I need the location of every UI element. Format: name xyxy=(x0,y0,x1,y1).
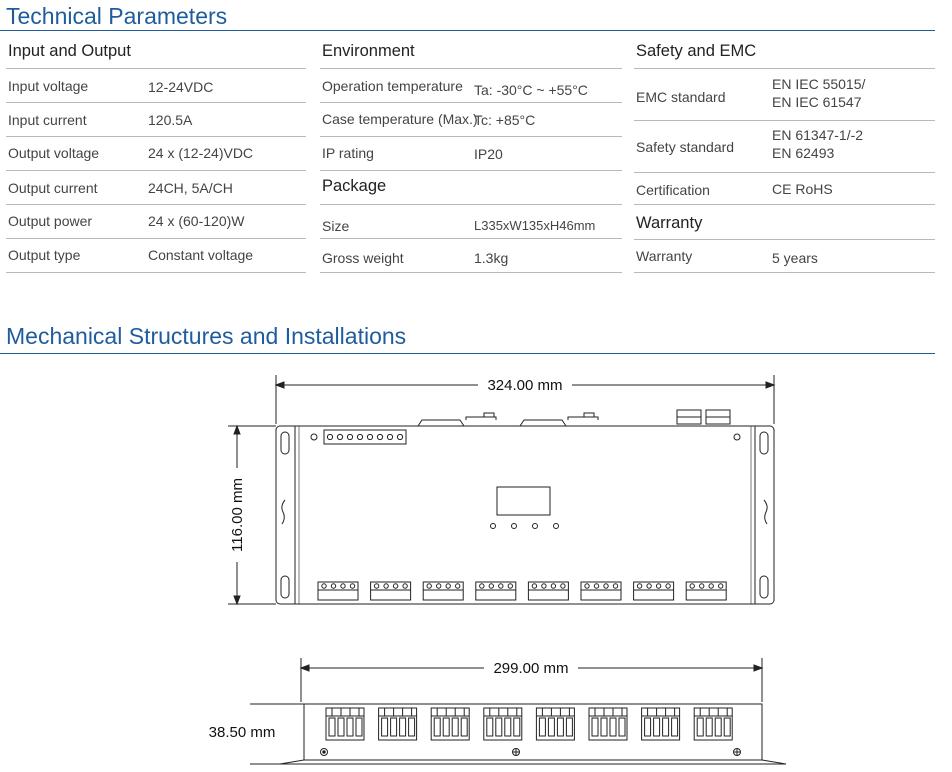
terminal-screw xyxy=(613,584,617,588)
safety-standard-value-line1: EN 61347-1/-2 xyxy=(772,127,864,143)
output-voltage-value: 24 x (12-24)VDC xyxy=(148,145,254,161)
output-terminals-top xyxy=(318,582,726,600)
terminal-slot xyxy=(672,718,678,736)
technical-parameters-title: Technical Parameters xyxy=(6,3,228,29)
input-voltage-label: Input voltage xyxy=(8,78,89,94)
output-terminal-block xyxy=(423,582,463,600)
output-terminals-front xyxy=(326,708,732,740)
terminal-screw xyxy=(719,584,723,588)
safety-emc-heading: Safety and EMC xyxy=(636,42,757,60)
terminal-screw xyxy=(508,584,512,588)
input-voltage-value: 12-24VDC xyxy=(148,79,214,95)
terminal-screw xyxy=(604,584,608,588)
safety-standard-label: Safety standard xyxy=(636,139,735,155)
certification-value: CE RoHS xyxy=(772,181,833,197)
output-power-value: 24 x (60-120)W xyxy=(148,213,245,229)
signal-terminal-pins xyxy=(327,434,402,439)
terminal-screw xyxy=(585,584,589,588)
terminal-slot xyxy=(400,718,406,736)
output-terminal-block xyxy=(528,582,568,600)
terminal-slot xyxy=(724,718,730,736)
size-value: L335xW135xH46mm xyxy=(474,218,596,233)
ip-rating-label: IP rating xyxy=(322,145,374,161)
terminal-slot xyxy=(566,718,572,736)
warranty-label: Warranty xyxy=(636,248,693,264)
warranty-heading: Warranty xyxy=(636,214,703,232)
front-width-label: 299.00 mm xyxy=(493,660,569,677)
terminal-screw xyxy=(480,584,484,588)
terminal-screw xyxy=(322,584,326,588)
input-current-value: 120.5A xyxy=(148,112,193,128)
output-type-value: Constant voltage xyxy=(148,247,254,263)
terminal-slot xyxy=(654,718,660,736)
ip-rating-value: IP20 xyxy=(474,146,503,162)
terminal-slot xyxy=(663,718,669,736)
safety-standard-value-line2: EN 62493 xyxy=(772,145,835,161)
top-width-label: 324.00 mm xyxy=(487,377,563,394)
terminal-slot xyxy=(610,718,616,736)
terminal-slot xyxy=(715,718,721,736)
gross-weight-value: 1.3kg xyxy=(474,250,509,266)
terminal-screw xyxy=(331,584,335,588)
operation-temperature-value: Ta: -30°C ~ +55°C xyxy=(474,82,588,98)
height-label: 116.00 mm xyxy=(229,478,246,552)
input-current-label: Input current xyxy=(8,112,87,128)
terminal-screw xyxy=(427,584,431,588)
terminal-slot xyxy=(505,718,511,736)
output-terminal-block xyxy=(476,582,516,600)
certification-label: Certification xyxy=(636,182,710,198)
emc-standard-value-line1: EN IEC 55015/ xyxy=(772,76,866,92)
terminal-pin xyxy=(367,434,372,439)
terminal-screw xyxy=(656,584,660,588)
terminal-screw xyxy=(709,584,713,588)
terminal-pin xyxy=(327,434,332,439)
terminal-screw xyxy=(437,584,441,588)
terminal-pin xyxy=(397,434,402,439)
emc-standard-value-line2: EN IEC 61547 xyxy=(772,94,862,110)
terminal-slot xyxy=(601,718,607,736)
case-temperature-value: Tc: +85°C xyxy=(474,112,536,128)
terminal-slot xyxy=(645,718,651,736)
output-terminal-block xyxy=(371,582,411,600)
warranty-value: 5 years xyxy=(772,250,818,266)
terminal-pin xyxy=(387,434,392,439)
terminal-screw xyxy=(532,584,536,588)
terminal-slot xyxy=(487,718,493,736)
terminal-screw xyxy=(489,584,493,588)
emc-standard-label: EMC standard xyxy=(636,89,726,105)
terminal-slot xyxy=(461,718,467,736)
environment-heading: Environment xyxy=(322,42,415,60)
output-current-label: Output current xyxy=(8,180,98,196)
terminal-screw xyxy=(341,584,345,588)
mechanical-title: Mechanical Structures and Installations xyxy=(6,323,407,349)
terminal-slot xyxy=(338,718,344,736)
output-terminal-block xyxy=(581,582,621,600)
case-temperature-label: Case temperature (Max.) xyxy=(322,111,478,127)
terminal-pin xyxy=(337,434,342,439)
terminal-slot xyxy=(619,718,625,736)
terminal-slot xyxy=(539,718,545,736)
terminal-pin xyxy=(377,434,382,439)
terminal-screw xyxy=(666,584,670,588)
terminal-screw xyxy=(374,584,378,588)
terminal-screw xyxy=(384,584,388,588)
terminal-slot xyxy=(697,718,703,736)
output-power-label: Output power xyxy=(8,213,93,229)
terminal-screw xyxy=(700,584,704,588)
terminal-screw xyxy=(637,584,641,588)
terminal-slot xyxy=(452,718,458,736)
output-terminal-block xyxy=(318,582,358,600)
terminal-screw xyxy=(561,584,565,588)
terminal-screw xyxy=(456,584,460,588)
terminal-screw xyxy=(393,584,397,588)
terminal-slot xyxy=(592,718,598,736)
terminal-screw xyxy=(690,584,694,588)
terminal-screw xyxy=(403,584,407,588)
output-terminal-block xyxy=(686,582,726,600)
operation-temperature-label: Operation temperature xyxy=(322,78,463,94)
depth-label: 38.50 mm xyxy=(208,724,276,741)
output-current-value: 24CH, 5A/CH xyxy=(148,180,233,196)
size-label: Size xyxy=(322,218,350,234)
terminal-slot xyxy=(391,718,397,736)
terminal-slot xyxy=(443,718,449,736)
terminal-slot xyxy=(434,718,440,736)
terminal-pin xyxy=(347,434,352,439)
terminal-slot xyxy=(347,718,353,736)
terminal-screw xyxy=(446,584,450,588)
terminal-slot xyxy=(548,718,554,736)
terminal-screw xyxy=(551,584,555,588)
terminal-slot xyxy=(382,718,388,736)
terminal-slot xyxy=(706,718,712,736)
terminal-screw xyxy=(350,584,354,588)
terminal-pin xyxy=(357,434,362,439)
input-output-heading: Input and Output xyxy=(8,42,131,60)
terminal-screw xyxy=(594,584,598,588)
terminal-slot xyxy=(329,718,335,736)
output-terminal-block xyxy=(634,582,674,600)
terminal-screw xyxy=(647,584,651,588)
terminal-screw xyxy=(542,584,546,588)
terminal-slot xyxy=(514,718,520,736)
package-heading: Package xyxy=(322,177,387,195)
terminal-slot xyxy=(496,718,502,736)
gross-weight-label: Gross weight xyxy=(322,250,404,266)
terminal-slot xyxy=(409,718,415,736)
output-type-label: Output type xyxy=(8,247,81,263)
output-voltage-label: Output voltage xyxy=(8,145,100,161)
terminal-screw xyxy=(499,584,503,588)
terminal-slot xyxy=(356,718,362,736)
terminal-slot xyxy=(557,718,563,736)
